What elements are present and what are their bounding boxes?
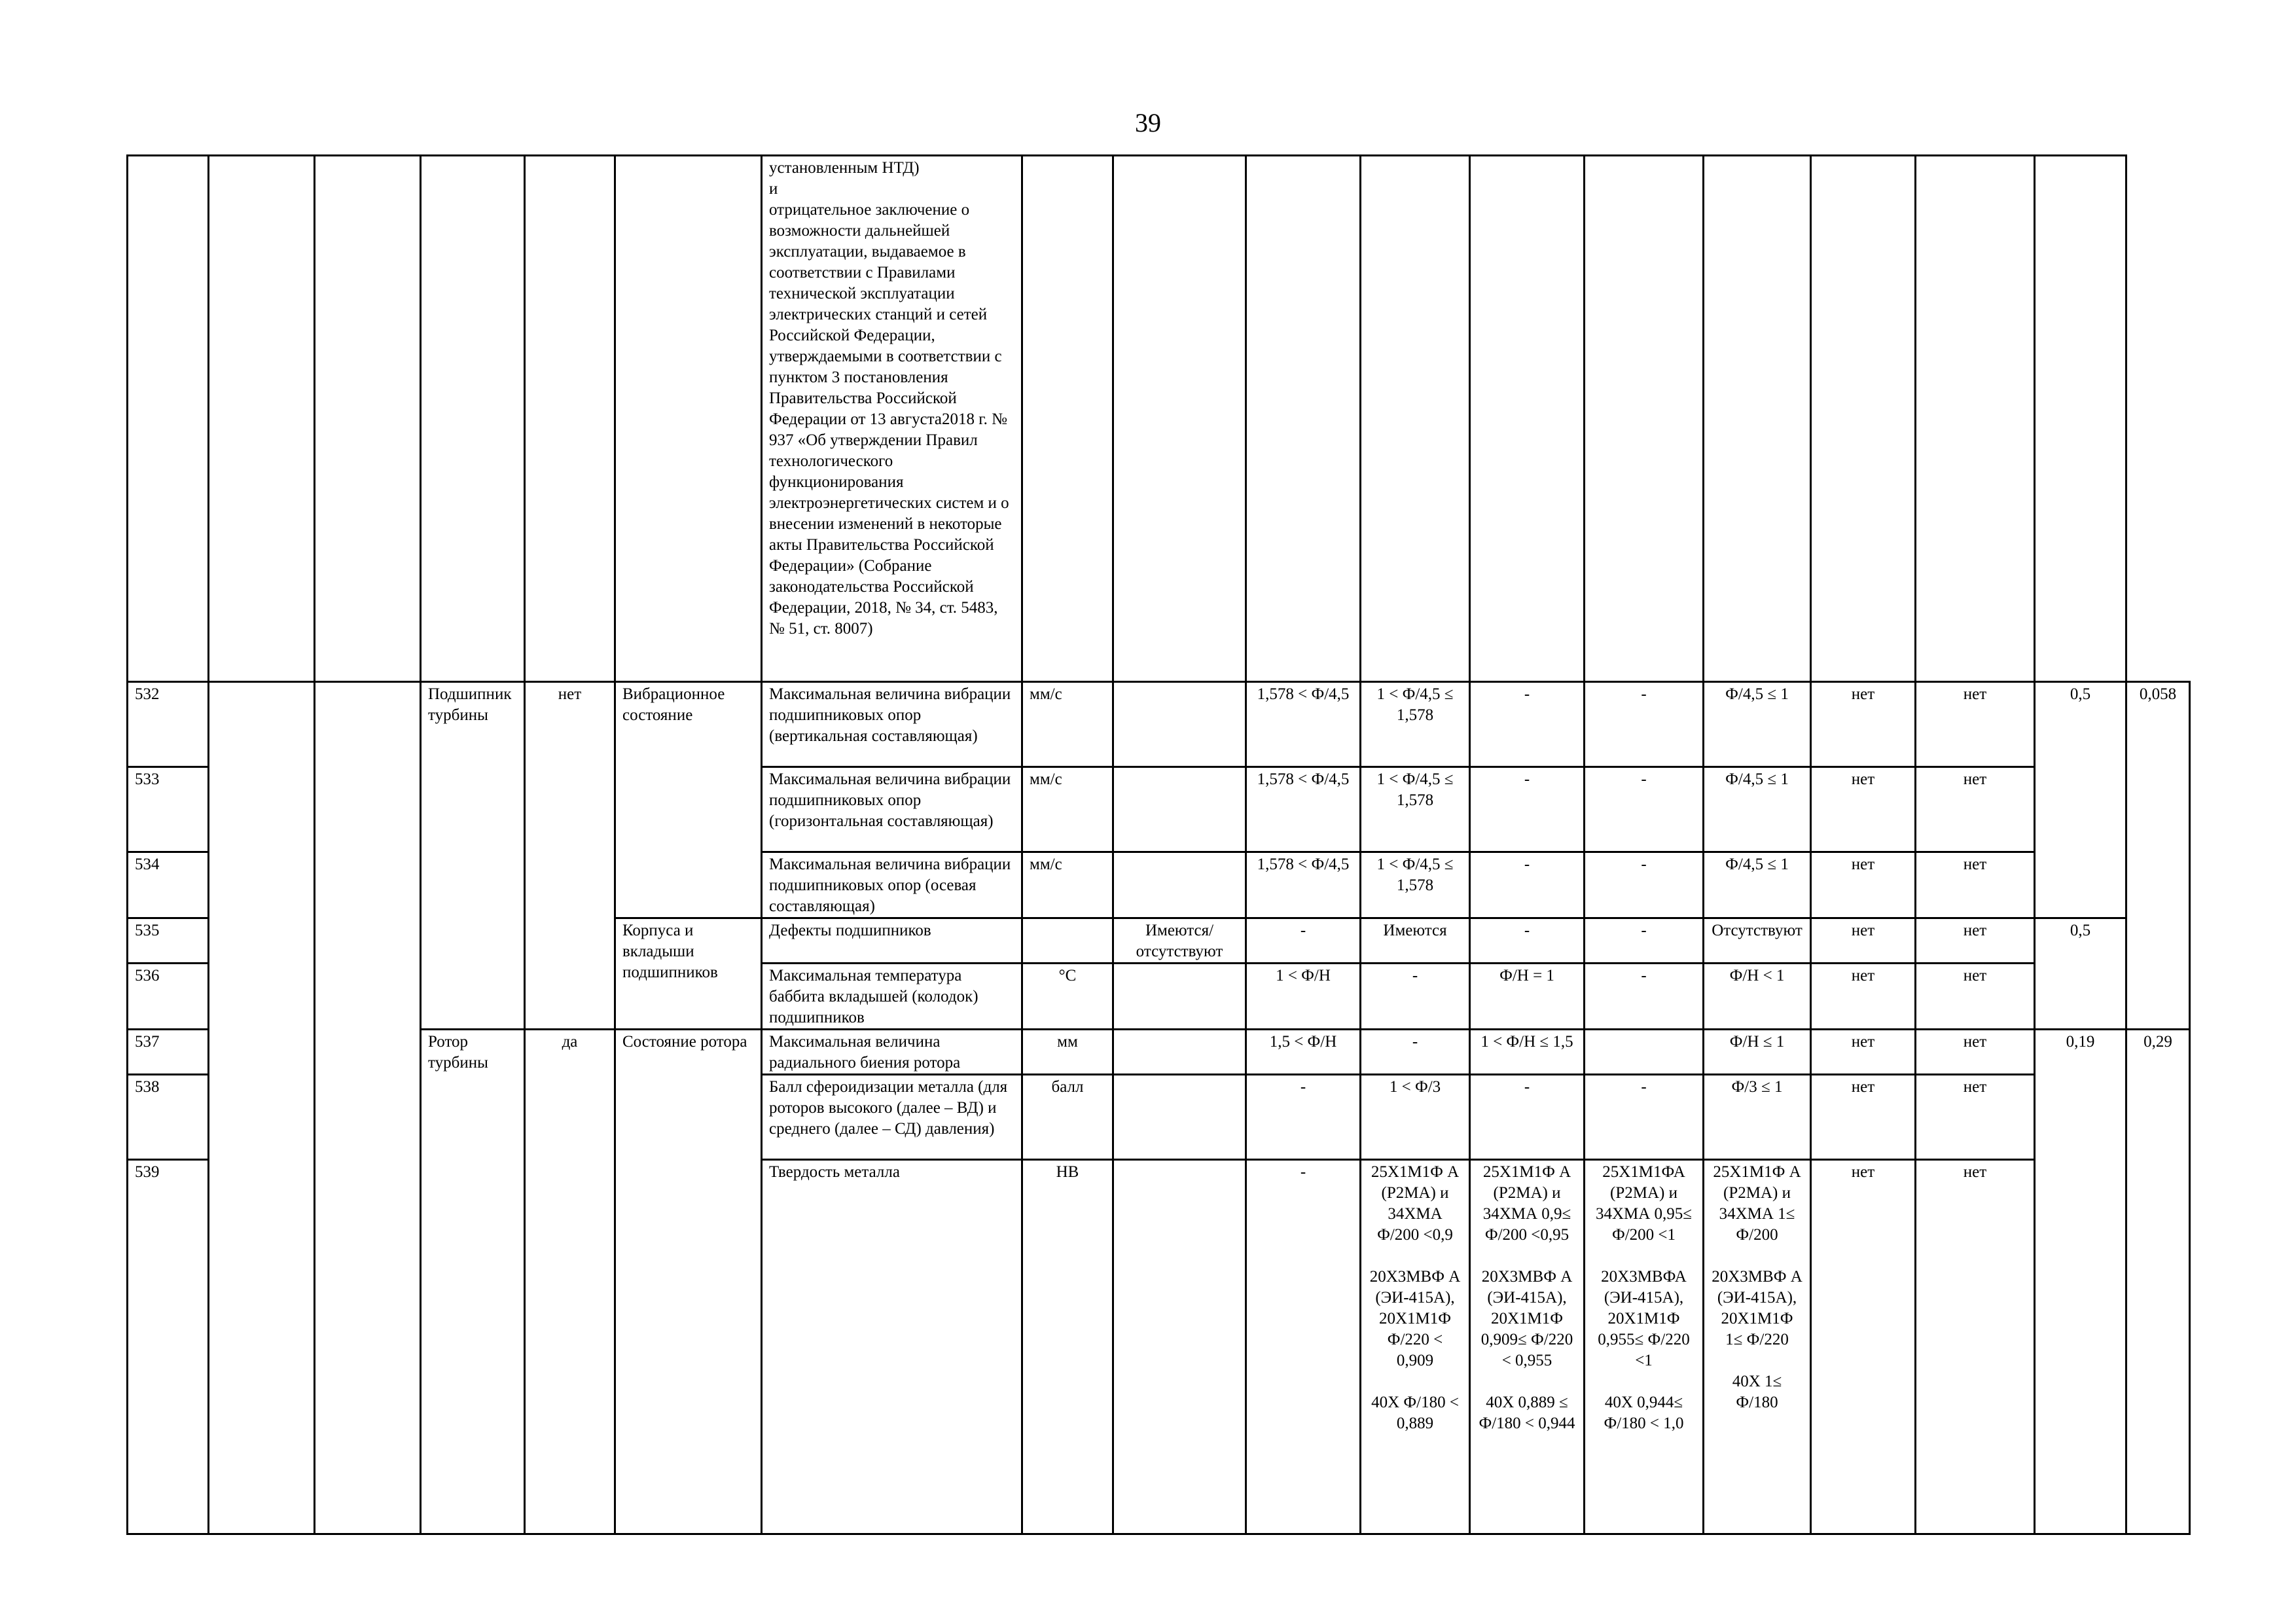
cell-empty: [315, 682, 421, 1534]
values: [1113, 1160, 1246, 1534]
unit: мм/с: [1022, 767, 1113, 852]
value-3: -: [1470, 918, 1585, 964]
cell-y2: [1916, 156, 2035, 682]
values: [1113, 682, 1246, 767]
cell-empty: [209, 156, 315, 682]
value-3: Ф/Н = 1: [1470, 964, 1585, 1030]
cell-flag: [525, 156, 615, 682]
criteria-table: [126, 154, 2191, 1535]
value-2: -: [1361, 1030, 1470, 1075]
row-number: 533: [128, 767, 209, 852]
values: [1113, 1075, 1246, 1160]
values: [1113, 852, 1246, 918]
value-5: Ф/Н < 1: [1704, 964, 1811, 1030]
flag-1: нет: [1811, 964, 1916, 1030]
cell-v5: [1704, 156, 1811, 682]
flag-2: нет: [1916, 1030, 2035, 1075]
row-number: 534: [128, 852, 209, 918]
table-row-continuation: [128, 156, 2190, 682]
flag-2: нет: [1916, 964, 2035, 1030]
value-5: 25Х1М1Ф А (Р2МА) и 34ХМА 1≤ Ф/200 20Х3МВФ А (ЭИ-415А), 20Х1М1Ф 1≤ Ф/220 40Х 1≤ Ф/180: [1704, 1160, 1811, 1534]
value-4: -: [1585, 964, 1704, 1030]
table-row: [128, 682, 2190, 767]
value-4: -: [1585, 1075, 1704, 1160]
flag-2: нет: [1916, 1160, 2035, 1534]
cell-unit: [1022, 156, 1113, 682]
flag-2: нет: [1916, 682, 2035, 767]
weight-node: 0,19: [2035, 1030, 2126, 1534]
value-4: [1585, 1030, 1704, 1075]
value-2: Имеются: [1361, 918, 1470, 964]
value-1: 1,578 < Ф/4,5: [1246, 682, 1361, 767]
value-4: -: [1585, 682, 1704, 767]
value-5: Ф/4,5 ≤ 1: [1704, 852, 1811, 918]
cell-node: [615, 156, 762, 682]
row-number: 535: [128, 918, 209, 964]
unit: [1022, 918, 1113, 964]
weight-equipment: 0,29: [2126, 1030, 2190, 1534]
value-2: 1 < Ф/4,5 ≤ 1,578: [1361, 767, 1470, 852]
value-2: 25Х1М1Ф А (Р2МА) и 34ХМА Ф/200 <0,9 20Х3МВФ А (ЭИ-415А), 20Х1М1Ф Ф/220 < 0,909 40Х Ф/180 < 0,889: [1361, 1160, 1470, 1534]
flag-1: нет: [1811, 682, 1916, 767]
value-1: 1,578 < Ф/4,5: [1246, 852, 1361, 918]
value-1: 1,578 < Ф/4,5: [1246, 767, 1361, 852]
weight-equipment: 0,058: [2126, 682, 2190, 1030]
unit: мм/с: [1022, 682, 1113, 767]
parameter-name: Максимальная величина вибрации подшипниковых опор (осевая составляющая): [762, 852, 1022, 918]
value-5: Отсутствуют: [1704, 918, 1811, 964]
row-number: 537: [128, 1030, 209, 1075]
unit: мм/с: [1022, 852, 1113, 918]
parameter-name: Твердость металла: [762, 1160, 1022, 1534]
value-1: 1 < Ф/Н: [1246, 964, 1361, 1030]
cell-y1: [1811, 156, 1916, 682]
value-5: Ф/Н ≤ 1: [1704, 1030, 1811, 1075]
value-1: -: [1246, 1160, 1361, 1534]
cell-empty: [209, 682, 315, 1534]
flag-1: нет: [1811, 918, 1916, 964]
value-2: 1 < Ф/4,5 ≤ 1,578: [1361, 852, 1470, 918]
flag-2: нет: [1916, 852, 2035, 918]
node-name: Вибрационное состояние: [615, 682, 762, 918]
page-number: 39: [1135, 108, 1161, 137]
flag-1: нет: [1811, 767, 1916, 852]
value-4: 25Х1М1ФА (Р2МА) и 34ХМА 0,95≤ Ф/200 <1 20Х3МВФА (ЭИ-415А), 20Х1М1Ф 0,955≤ Ф/220 <1 40Х 0,944≤ Ф/180 < 1,0: [1585, 1160, 1704, 1534]
value-3: -: [1470, 682, 1585, 767]
flag-1: нет: [1811, 1160, 1916, 1534]
unit: НВ: [1022, 1160, 1113, 1534]
cell-v3: [1470, 156, 1585, 682]
cell-v1: [1246, 156, 1361, 682]
cell-criterion-text: установленным НТД) и отрицательное заключение о возможности дальнейшей эксплуатации, выдаваемое в соответствии с Правилами технической эксплуатации электрических станций и сетей Российской Федерации, утверждаемыми в соответствии с пунктом 3 постановления Правительства Российской Федерации от 13 августа2018 г. № 937 «Об утверждении Правил технологического функционирования электроэнергетических систем и о внесении изменений в некоторые акты Правительства Российской Федерации» (Собрание законодательства Российской Федерации, 2018, № 34, ст. 5483, № 51, ст. 8007): [762, 156, 1022, 682]
value-5: Ф/4,5 ≤ 1: [1704, 682, 1811, 767]
table-row: [128, 1030, 2190, 1075]
parameter-name: Максимальная величина радиального биения ротора: [762, 1030, 1022, 1075]
node-name: Корпуса и вкладыши подшипников: [615, 918, 762, 1030]
value-3: -: [1470, 1075, 1585, 1160]
value-5: Ф/3 ≤ 1: [1704, 1075, 1811, 1160]
value-1: -: [1246, 918, 1361, 964]
node-name: Состояние ротора: [615, 1030, 762, 1534]
value-4: -: [1585, 852, 1704, 918]
cell-weight: [2035, 156, 2126, 682]
parameter-name: Максимальная величина вибрации подшипниковых опор (вертикальная составляющая): [762, 682, 1022, 767]
equipment-name: Подшипник турбины: [421, 682, 525, 1030]
cell-v2: [1361, 156, 1470, 682]
weight-node: 0,5: [2035, 918, 2126, 1030]
equipment-flag: да: [525, 1030, 615, 1534]
value-1: 1,5 < Ф/Н: [1246, 1030, 1361, 1075]
cell-v4: [1585, 156, 1704, 682]
flag-2: нет: [1916, 1075, 2035, 1160]
values: [1113, 767, 1246, 852]
value-2: 1 < Ф/4,5 ≤ 1,578: [1361, 682, 1470, 767]
parameter-name: Максимальная температура баббита вкладышей (колодок) подшипников: [762, 964, 1022, 1030]
value-3: 1 < Ф/Н ≤ 1,5: [1470, 1030, 1585, 1075]
flag-1: нет: [1811, 1030, 1916, 1075]
weight-node: 0,5: [2035, 682, 2126, 918]
flag-1: нет: [1811, 852, 1916, 918]
row-number: 538: [128, 1075, 209, 1160]
equipment-name: Ротор турбины: [421, 1030, 525, 1534]
equipment-flag: нет: [525, 682, 615, 1030]
value-4: -: [1585, 767, 1704, 852]
cell-equipment: [421, 156, 525, 682]
flag-1: нет: [1811, 1075, 1916, 1160]
unit: °С: [1022, 964, 1113, 1030]
values: [1113, 964, 1246, 1030]
value-3: -: [1470, 852, 1585, 918]
cell-empty: [315, 156, 421, 682]
flag-2: нет: [1916, 918, 2035, 964]
parameter-name: Дефекты подшипников: [762, 918, 1022, 964]
cell-num: [128, 156, 209, 682]
row-number: 539: [128, 1160, 209, 1534]
value-3: 25Х1М1Ф А (Р2МА) и 34ХМА 0,9≤ Ф/200 <0,95 20Х3МВФ А (ЭИ-415А), 20Х1М1Ф 0,909≤ Ф/220 < 0,955 40Х 0,889 ≤ Ф/180 < 0,944: [1470, 1160, 1585, 1534]
row-number: 532: [128, 682, 209, 767]
unit: балл: [1022, 1075, 1113, 1160]
value-3: -: [1470, 767, 1585, 852]
value-5: Ф/4,5 ≤ 1: [1704, 767, 1811, 852]
values: [1113, 1030, 1246, 1075]
parameter-name: Балл сфероидизации металла (для роторов высокого (далее – ВД) и среднего (далее – СД) давления): [762, 1075, 1022, 1160]
unit: мм: [1022, 1030, 1113, 1075]
value-2: -: [1361, 964, 1470, 1030]
cell-values: [1113, 156, 1246, 682]
row-number: 536: [128, 964, 209, 1030]
parameter-name: Максимальная величина вибрации подшипниковых опор (горизонтальная составляющая): [762, 767, 1022, 852]
value-4: -: [1585, 918, 1704, 964]
flag-2: нет: [1916, 767, 2035, 852]
value-1: -: [1246, 1075, 1361, 1160]
values: Имеются/ отсутствуют: [1113, 918, 1246, 964]
value-2: 1 < Ф/3: [1361, 1075, 1470, 1160]
